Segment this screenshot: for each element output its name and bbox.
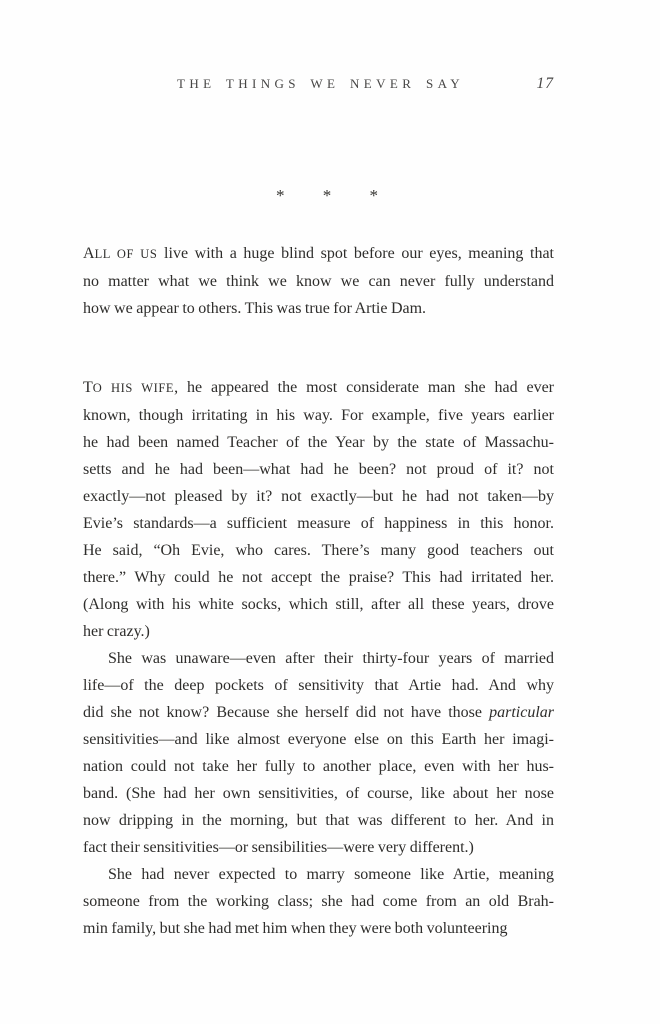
section-break-asterisks: * * * bbox=[276, 186, 395, 205]
text-line: known, though irritating in his way. For example, five years earlier bbox=[83, 407, 554, 424]
text-line: exactly—not pleased by it? not exactly—but he had not taken—by bbox=[83, 488, 554, 505]
paragraph bbox=[83, 374, 554, 645]
text-line: ALL OF US live with a huge blind spot before our eyes, meaning that bbox=[83, 245, 554, 262]
paragraph bbox=[83, 861, 554, 942]
paragraph bbox=[83, 240, 554, 322]
text-line: how we appear to others. This was true for Artie Dam. bbox=[83, 300, 427, 317]
text-line: sensitivities—and like almost everyone else on this Earth her imagi- bbox=[83, 731, 554, 748]
text-line: She was unaware—even after their thirty-four years of married bbox=[108, 650, 554, 667]
text-line: nation could not take her fully to another place, even with her hus- bbox=[83, 758, 554, 775]
text-line: band. (She had her own sensitivities, of course, like about her nose bbox=[83, 785, 554, 802]
text-line: setts and he had been—what had he been? not proud of it? not bbox=[83, 461, 554, 478]
paragraph bbox=[83, 645, 554, 861]
text-line: did she not know? Because she herself did not have those particular bbox=[83, 704, 554, 721]
text-line: Evie’s standards—a sufficient measure of happiness in this honor. bbox=[83, 515, 554, 532]
text-line: life—of the deep pockets of sensitivity that Artie had. And why bbox=[83, 677, 554, 694]
text-line: now dripping in the morning, but that was different to her. And in bbox=[83, 812, 554, 829]
text-line: TO HIS WIFE, he appeared the most considerate man she had ever bbox=[83, 379, 555, 396]
text-line: someone from the working class; she had come from an old Brah- bbox=[83, 893, 554, 910]
text-line: there.” Why could he not accept the praise? This had irritated her. bbox=[83, 569, 554, 586]
text-line: fact their sensitivities—or sensibilities—were very different.) bbox=[83, 839, 474, 856]
text-line: He said, “Oh Evie, who cares. There’s many good teachers out bbox=[83, 542, 554, 559]
page-body bbox=[83, 240, 554, 942]
text-line: min family, but she had met him when they were both volunteering bbox=[83, 920, 508, 937]
running-head bbox=[83, 76, 554, 96]
text-line: her crazy.) bbox=[83, 623, 150, 640]
text-line: no matter what we think we know we can never fully understand bbox=[83, 273, 554, 290]
text-line: he had been named Teacher of the Year by the state of Massachu- bbox=[83, 434, 554, 451]
text-line: (Along with his white socks, which still, after all these years, drove bbox=[83, 596, 554, 613]
text-line: She had never expected to marry someone like Artie, meaning bbox=[108, 866, 554, 883]
running-head-title: THE THINGS WE NEVER SAY bbox=[176, 76, 465, 91]
page-number: 17 bbox=[536, 75, 554, 92]
